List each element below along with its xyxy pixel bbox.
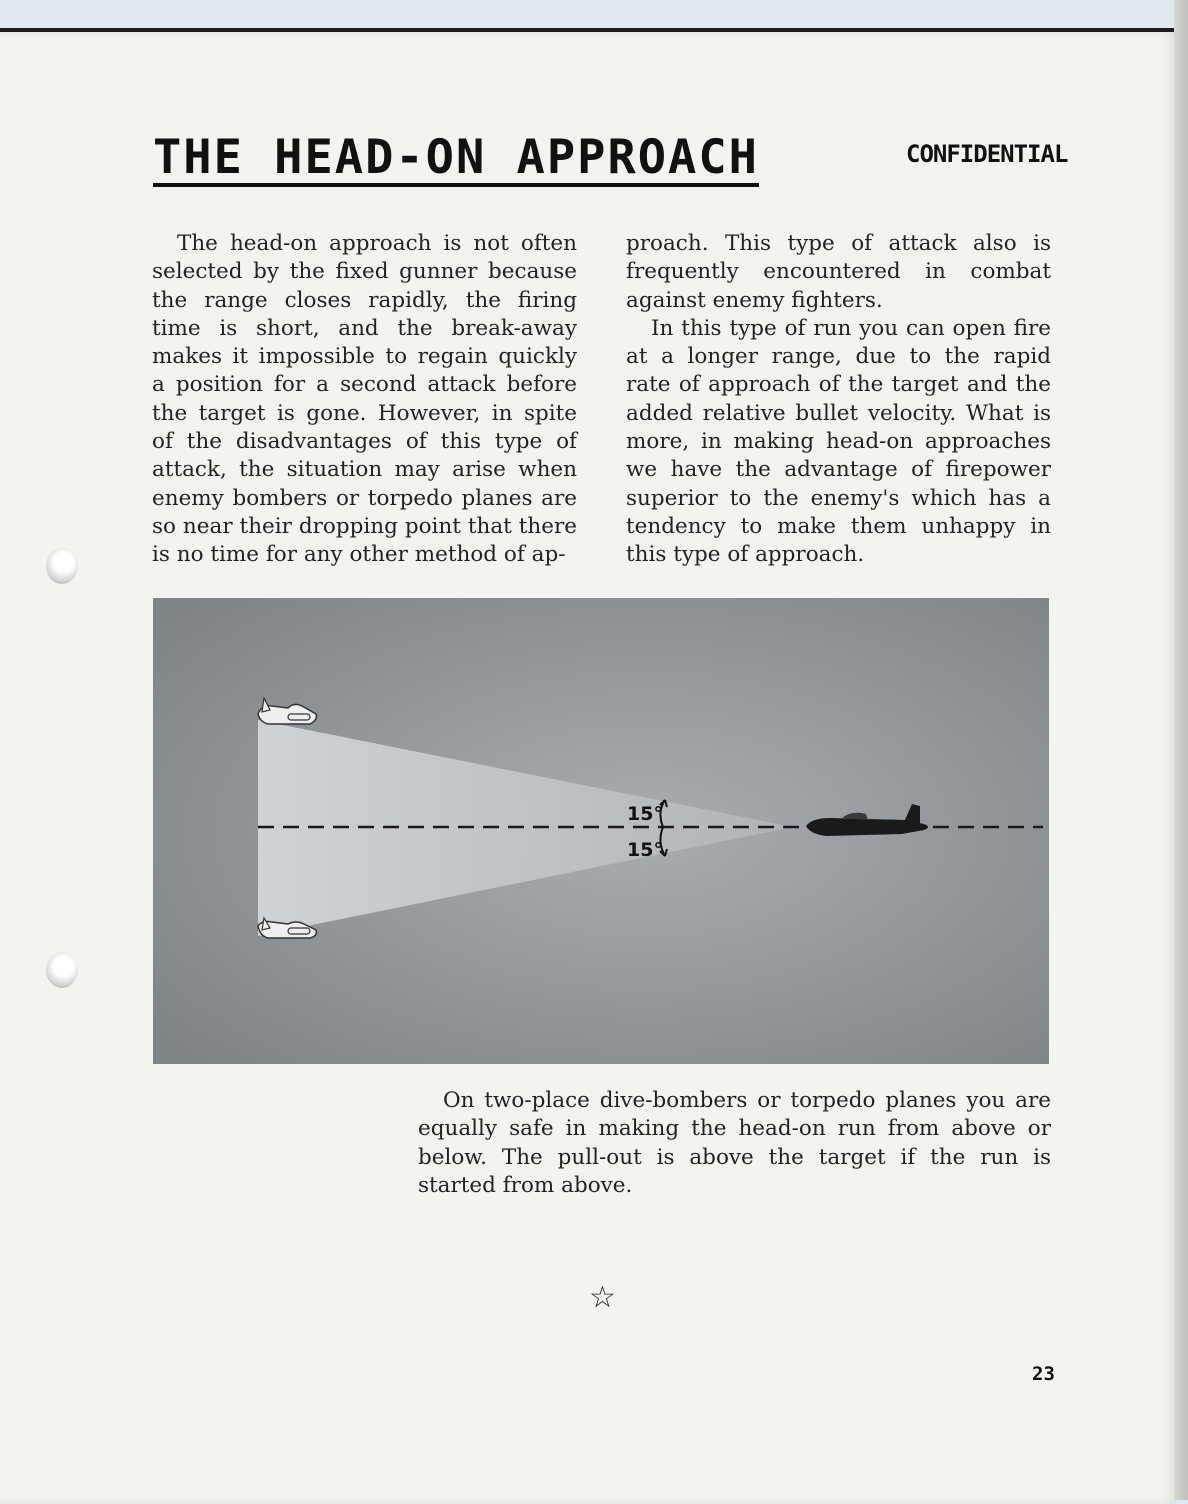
angle-label-lower: 15° [627,839,663,861]
binder-hole-icon [46,952,78,988]
figure-caption: On two-place dive-bombers or torpedo planes you are equally safe in making the head-on run from above or below. The pull-out is above the target if the run is started from above. [418,1088,1051,1198]
paragraph: In this type of run you can open fire at a longer range, due to the rapid rate of approach of the target and the added relative bullet velocity. What is more, in making head-on approaches we have the advantage of firepower superior to the enemy's which has a tendency to make them unhappy in this type of approach. [626,315,1051,568]
classification-label: CONFIDENTIAL [906,140,1068,168]
right-column [626,230,1051,570]
binder-hole-icon [46,548,78,584]
head-on-approach-diagram [153,598,1049,1064]
paragraph: proach. This type of attack also is frequently encountered in combat against enemy fighters. [626,231,1051,313]
left-column [152,230,577,570]
paragraph: The head-on approach is not often selected by the fixed gunner because the range closes rapidly, the firing time is short, and the break-away makes it impossible to regain quickly a position for a second attack before the target is gone. However, in spite of the disadvantages of this type of attack, the situation may arise when enemy bombers or torpedo planes are so near their dropping point that there is no time for any other method of ap- [152,231,577,568]
page-title: THE HEAD-ON APPROACH [153,130,759,185]
angle-label-upper: 15° [627,803,663,825]
page-number: 23 [1032,1363,1055,1385]
page-edge [1174,0,1188,1500]
star-icon: ☆ [589,1280,616,1315]
diagram-svg [153,598,1049,1064]
